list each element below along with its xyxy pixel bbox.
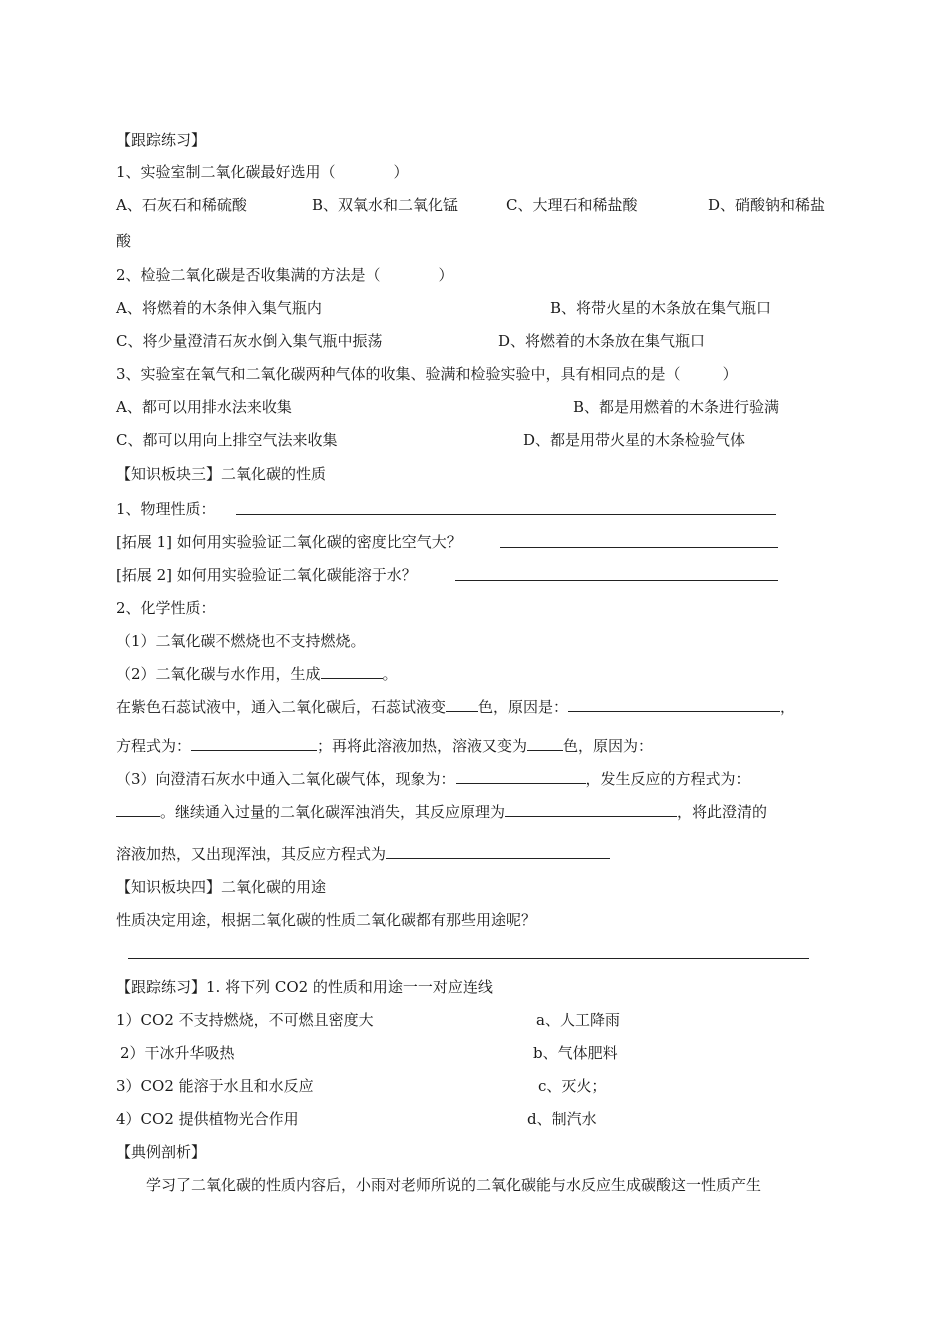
chem-item-2: （2）二氧化碳与水作用，生成 。 — [116, 665, 398, 683]
q3-option-c: C、都可以用向上排空气法来收集 — [116, 431, 338, 449]
extension-1: [拓展 1] 如何用实验验证二氧化碳的密度比空气大？ — [116, 533, 462, 551]
match-left-2: 2）干冰升华吸热 — [120, 1044, 235, 1062]
q3-option-a: A、都可以用排水法来收集 — [116, 398, 292, 416]
q1-option-a: A、石灰石和稀硫酸 — [116, 196, 247, 214]
q1-stem: 1、实验室制二氧化碳最好选用（ ） — [116, 163, 409, 181]
ext1-answer-line[interactable] — [500, 547, 778, 548]
q3-option-b: B、都是用燃着的木条进行验满 — [573, 398, 780, 416]
equation-line: 方程式为： ；再将此溶液加热，溶液又变为 色，原因为： — [116, 737, 654, 755]
heating-equation-blank[interactable] — [386, 844, 610, 859]
heated-color-blank[interactable] — [527, 736, 563, 751]
q3-option-d: D、都是用带火星的木条检验气体 — [523, 431, 746, 449]
match-right-c: c、灭火； — [538, 1077, 607, 1095]
q2-option-c: C、将少量澄清石灰水倒入集气瓶中振荡 — [116, 332, 383, 350]
match-right-a: a、人工降雨 — [536, 1011, 620, 1029]
match-right-b: b、气体肥料 — [533, 1044, 618, 1062]
uses-answer-line[interactable] — [128, 958, 809, 959]
match-left-1: 1）CO2 不支持燃烧，不可燃且密度大 — [116, 1011, 374, 1029]
example-text: 学习了二氧化碳的性质内容后，小雨对老师所说的二氧化碳能与水反应生成碳酸这一性质产生 — [146, 1176, 762, 1194]
product-blank[interactable] — [321, 664, 383, 679]
q2-option-b: B、将带火星的木条放在集气瓶口 — [550, 299, 772, 317]
chem-item-1: （1）二氧化碳不燃烧也不支持燃烧。 — [116, 632, 366, 650]
chem-item-3-cont: 。继续通入过量的二氧化碳浑浊消失，其反应原理为 ，将此澄清的 — [116, 802, 767, 822]
equation-blank[interactable] — [191, 736, 317, 751]
match-left-4: 4）CO2 提供植物光合作用 — [116, 1110, 299, 1128]
match-right-d: d、制汽水 — [527, 1110, 597, 1128]
litmus-color-blank[interactable] — [446, 697, 478, 712]
q1-option-c: C、大理石和稀盐酸 — [506, 196, 638, 214]
litmus-line: 在紫色石蕊试液中，通入二氧化碳后，石蕊试液变 色，原因是： ， — [116, 698, 796, 716]
physical-answer-line[interactable] — [236, 514, 776, 515]
physical-property: 1、物理性质： — [116, 500, 216, 518]
uses-question: 性质决定用途，根据二氧化碳的性质二氧化碳都有那些用途呢？ — [116, 911, 537, 929]
q1-option-d: D、硝酸钠和稀盐 — [708, 196, 826, 214]
phenomenon-blank[interactable] — [456, 769, 586, 784]
principle-blank[interactable] — [505, 802, 677, 817]
extension-2: [拓展 2] 如何用实验验证二氧化碳能溶于水？ — [116, 566, 417, 584]
practice-heading: 【跟踪练习】 — [116, 131, 207, 149]
q2-stem: 2、检验二氧化碳是否收集满的方法是（ ） — [116, 266, 454, 284]
chem-item-3: （3）向澄清石灰水中通入二氧化碳气体，现象为： ，发生反应的方程式为： — [116, 770, 751, 788]
section3-heading: 【知识板块三】二氧化碳的性质 — [116, 465, 327, 483]
q1-option-b: B、双氧水和二氧化锰 — [312, 196, 459, 214]
q2-option-a: A、将燃着的木条伸入集气瓶内 — [116, 299, 322, 317]
q2-option-d: D、将燃着的木条放在集气瓶口 — [498, 332, 706, 350]
section4-heading: 【知识板块四】二氧化碳的用途 — [116, 878, 327, 896]
q1-option-d-cont: 酸 — [116, 232, 132, 250]
litmus-reason-blank[interactable] — [568, 697, 780, 712]
chem-item-3-end: 溶液加热，又出现浑浊，其反应方程式为 — [116, 844, 610, 864]
q3-stem: 3、实验室在氧气和二氧化碳两种气体的收集、验满和检验实验中，具有相同点的是（ ） — [116, 365, 738, 383]
ext2-answer-line[interactable] — [455, 580, 778, 581]
reaction-equation-blank[interactable] — [116, 802, 160, 817]
chemical-property: 2、化学性质： — [116, 599, 216, 617]
matching-heading: 【跟踪练习】1. 将下列 CO2 的性质和用途一一对应连线 — [116, 978, 493, 996]
example-heading: 【典例剖析】 — [116, 1143, 207, 1161]
match-left-3: 3）CO2 能溶于水且和水反应 — [116, 1077, 314, 1095]
